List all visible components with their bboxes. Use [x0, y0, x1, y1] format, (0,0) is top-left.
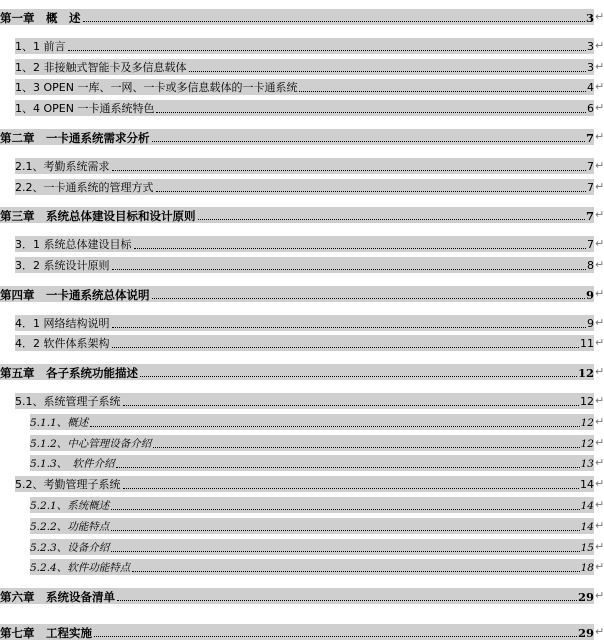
leader-dots	[153, 447, 579, 448]
toc-entry-page: 12	[580, 417, 594, 429]
toc-entry-title: 5.2.2、功能特点	[30, 521, 110, 533]
toc-entry-page: 9	[585, 288, 594, 302]
toc-entry-section-1-2[interactable]	[15, 59, 594, 75]
paragraph-mark: ↵	[595, 316, 604, 329]
toc-entry-page: 14	[580, 521, 594, 533]
toc-entry-subsection-5-1-3[interactable]	[30, 455, 594, 471]
toc-entry-title: 第六章 系统设备清单	[0, 590, 115, 604]
toc-entry-page: 12	[577, 366, 594, 380]
toc-entry-page: 7	[587, 160, 594, 173]
paragraph-mark: ↵	[595, 60, 604, 73]
toc-entry-title: 3．1 系统总体建设目标	[15, 238, 132, 251]
leader-dots	[134, 248, 587, 249]
leader-dots	[112, 269, 587, 270]
leader-dots	[156, 112, 586, 113]
paragraph-mark: ↵	[595, 159, 604, 172]
paragraph-mark: ↵	[595, 208, 604, 221]
toc-entry-page: 3	[587, 40, 594, 53]
leader-dots	[117, 600, 577, 601]
toc-entry-title: 1、2 非接触式智能卡及多信息载体	[15, 61, 187, 74]
toc-entry-subsection-5-2-1[interactable]	[30, 497, 594, 513]
leader-dots	[116, 467, 579, 468]
toc-entry-title: 5.1、系统管理子系统	[15, 395, 121, 408]
toc-entry-section-2-1[interactable]	[15, 158, 594, 174]
leader-dots	[152, 141, 585, 142]
toc-entry-page: 7	[585, 131, 594, 145]
toc-entry-title: 第四章 一卡通系统总体说明	[0, 288, 150, 302]
toc-entry-page: 14	[580, 478, 594, 491]
toc-entry-section-5-1[interactable]	[15, 393, 594, 409]
leader-dots	[189, 71, 587, 72]
toc-entry-title: 3．2 系统设计原则	[15, 259, 110, 272]
paragraph-mark: ↵	[595, 498, 604, 511]
paragraph-mark: ↵	[595, 39, 604, 52]
leader-dots	[123, 488, 580, 489]
toc-entry-title: 第七章 工程实施	[0, 626, 92, 640]
toc-entry-subsection-5-2-2[interactable]	[30, 518, 594, 534]
toc-entry-page: 15	[580, 542, 594, 554]
paragraph-mark: ↵	[595, 101, 604, 114]
paragraph-mark: ↵	[595, 436, 604, 449]
toc-entry-page: 14	[580, 500, 594, 512]
toc-entry-title: 第五章 各子系统功能描述	[0, 366, 138, 380]
leader-dots	[198, 219, 585, 220]
toc-entry-chapter-1[interactable]	[0, 9, 594, 25]
toc-entry-chapter-5[interactable]	[0, 364, 594, 380]
toc-entry-section-3-1[interactable]	[15, 236, 594, 252]
paragraph-mark: ↵	[595, 10, 604, 23]
paragraph-mark: ↵	[595, 519, 604, 532]
toc-entry-title: 1、4 OPEN 一卡通系统特色	[15, 102, 155, 115]
toc-entry-page: 7	[585, 209, 594, 223]
toc-entry-page: 3	[585, 11, 594, 25]
toc-entry-title: 5.1.3、 软件介绍	[30, 458, 115, 470]
leader-dots	[299, 91, 586, 92]
toc-entry-section-3-2[interactable]	[15, 257, 594, 273]
toc-entry-title: 第三章 系统总体建设目标和设计原则	[0, 209, 196, 223]
toc-entry-section-1-1[interactable]	[15, 38, 594, 54]
paragraph-mark: ↵	[595, 560, 604, 573]
leader-dots	[90, 426, 579, 427]
toc-entry-page: 6	[587, 102, 594, 115]
paragraph-mark: ↵	[595, 456, 604, 469]
leader-dots	[156, 191, 587, 192]
toc-entry-page: 12	[580, 395, 594, 408]
toc-entry-title: 第二章 一卡通系统需求分析	[0, 131, 150, 145]
toc-entry-page: 7	[587, 181, 594, 194]
toc-entry-page: 7	[587, 238, 594, 251]
toc-entry-title: 5.1.1、概述	[30, 417, 89, 429]
toc-entry-page: 9	[587, 317, 594, 330]
toc-entry-page: 3	[587, 61, 594, 74]
paragraph-mark: ↵	[595, 415, 604, 428]
leader-dots	[111, 530, 579, 531]
paragraph-mark: ↵	[595, 130, 604, 143]
paragraph-mark: ↵	[595, 80, 604, 93]
toc-entry-title: 5.2.3、设备介绍	[30, 542, 110, 554]
leader-dots	[152, 298, 585, 299]
toc-entry-page: 29	[577, 626, 594, 640]
paragraph-mark: ↵	[595, 540, 604, 553]
toc-entry-title: 5.2.4、软件功能特点	[30, 562, 131, 574]
toc-entry-page: 29	[577, 590, 594, 604]
toc-entry-subsection-5-2-3[interactable]	[30, 539, 594, 555]
toc-entry-title: 4．2 软件体系架构	[15, 337, 110, 350]
paragraph-mark: ↵	[595, 336, 604, 349]
paragraph-mark: ↵	[595, 477, 604, 490]
toc-entry-title: 5.1.2、中心管理设备介绍	[30, 438, 152, 450]
toc-entry-page: 12	[580, 438, 594, 450]
toc-entry-chapter-6[interactable]	[0, 588, 594, 604]
toc-entry-title: 第一章 概 述	[0, 11, 81, 25]
toc-entry-title: 1、3 OPEN 一库、一网、一卡或多信息载体的一卡通系统	[15, 81, 298, 94]
toc-entry-page: 13	[580, 458, 594, 470]
toc-entry-section-2-2[interactable]	[15, 179, 594, 195]
toc-entry-chapter-3[interactable]	[0, 207, 594, 223]
paragraph-mark: ↵	[595, 365, 604, 378]
leader-dots	[140, 376, 577, 377]
toc-entry-section-4-1[interactable]	[15, 315, 594, 331]
leader-dots	[132, 571, 579, 572]
toc-entry-chapter-2[interactable]	[0, 129, 594, 145]
toc-entry-page: 8	[587, 259, 594, 272]
toc-entry-section-5-2[interactable]	[15, 476, 594, 492]
paragraph-mark: ↵	[595, 589, 604, 602]
toc-entry-chapter-4[interactable]	[0, 286, 594, 302]
toc-entry-subsection-5-1-1[interactable]	[30, 414, 594, 430]
toc-entry-title: 5.2.1、系统概述	[30, 500, 110, 512]
paragraph-mark: ↵	[595, 237, 604, 250]
paragraph-mark: ↵	[595, 258, 604, 271]
leader-dots	[111, 509, 579, 510]
paragraph-mark: ↵	[595, 625, 604, 638]
leader-dots	[68, 50, 587, 51]
leader-dots	[123, 405, 580, 406]
toc-entry-title: 5.2、考勤管理子系统	[15, 478, 121, 491]
leader-dots	[94, 636, 577, 637]
toc-entry-subsection-5-2-4[interactable]	[30, 559, 594, 575]
toc-entry-page: 18	[580, 562, 594, 574]
toc-entry-section-4-2[interactable]	[15, 335, 594, 351]
toc-entry-title: 4．1 网络结构说明	[15, 317, 110, 330]
leader-dots	[112, 327, 587, 328]
paragraph-mark: ↵	[595, 180, 604, 193]
leader-dots	[112, 170, 587, 171]
toc-entry-section-1-4[interactable]	[15, 100, 594, 116]
toc-entry-section-1-3[interactable]	[15, 79, 594, 95]
toc-entry-subsection-5-1-2[interactable]	[30, 435, 594, 451]
toc-entry-title: 2.2、一卡通系统的管理方式	[15, 181, 154, 194]
toc-entry-chapter-7[interactable]	[0, 624, 594, 640]
toc-entry-title: 1、1 前言	[15, 40, 66, 53]
toc-entry-page: 4	[587, 81, 594, 94]
leader-dots	[112, 347, 580, 348]
paragraph-mark: ↵	[595, 394, 604, 407]
toc-entry-page: 11	[580, 337, 594, 350]
leader-dots	[83, 21, 585, 22]
leader-dots	[111, 551, 579, 552]
paragraph-mark: ↵	[595, 287, 604, 300]
toc-entry-title: 2.1、考勤系统需求	[15, 160, 110, 173]
